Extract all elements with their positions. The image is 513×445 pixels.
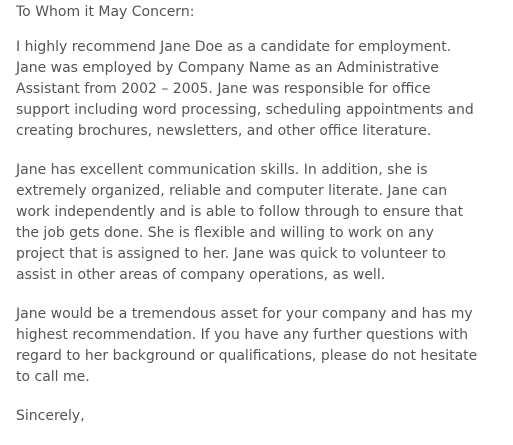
paragraph-line: work independently and is able to follow through to ensure that (16, 204, 464, 220)
closing: Sincerely, (16, 408, 85, 424)
paragraph-recommendation (16, 304, 506, 388)
salutation: To Whom it May Concern: (16, 4, 195, 20)
paragraph-line: to call me. (16, 369, 90, 385)
paragraph-skills (16, 160, 506, 286)
paragraph-line: creating brochures, newsletters, and other office literature. (16, 123, 432, 139)
paragraph-line: regard to her background or qualifications, please do not hesitate (16, 348, 478, 364)
paragraph-line: Jane was employed by Company Name as an Administrative (16, 60, 439, 76)
paragraph-line: project that is assigned to her. Jane was quick to volunteer to (16, 246, 446, 262)
paragraph-line: extremely organized, reliable and computer literate. Jane can (16, 183, 448, 199)
paragraph-line: highest recommendation. If you have any further questions with (16, 327, 468, 343)
paragraph-line: Jane would be a tremendous asset for your company and has my (16, 306, 473, 322)
paragraph-line: support including word processing, scheduling appointments and (16, 102, 474, 118)
paragraph-line: I highly recommend Jane Doe as a candidate for employment. (16, 39, 452, 55)
recommendation-letter (16, 2, 506, 445)
paragraph-line: assist in other areas of company operations, as well. (16, 267, 386, 283)
paragraph-line: Assistant from 2002 – 2005. Jane was responsible for office (16, 81, 431, 97)
paragraph-line: the job gets done. She is flexible and willing to work on any (16, 225, 434, 241)
paragraph-employment (16, 37, 506, 142)
paragraph-line: Jane has excellent communication skills. In addition, she is (16, 162, 428, 178)
